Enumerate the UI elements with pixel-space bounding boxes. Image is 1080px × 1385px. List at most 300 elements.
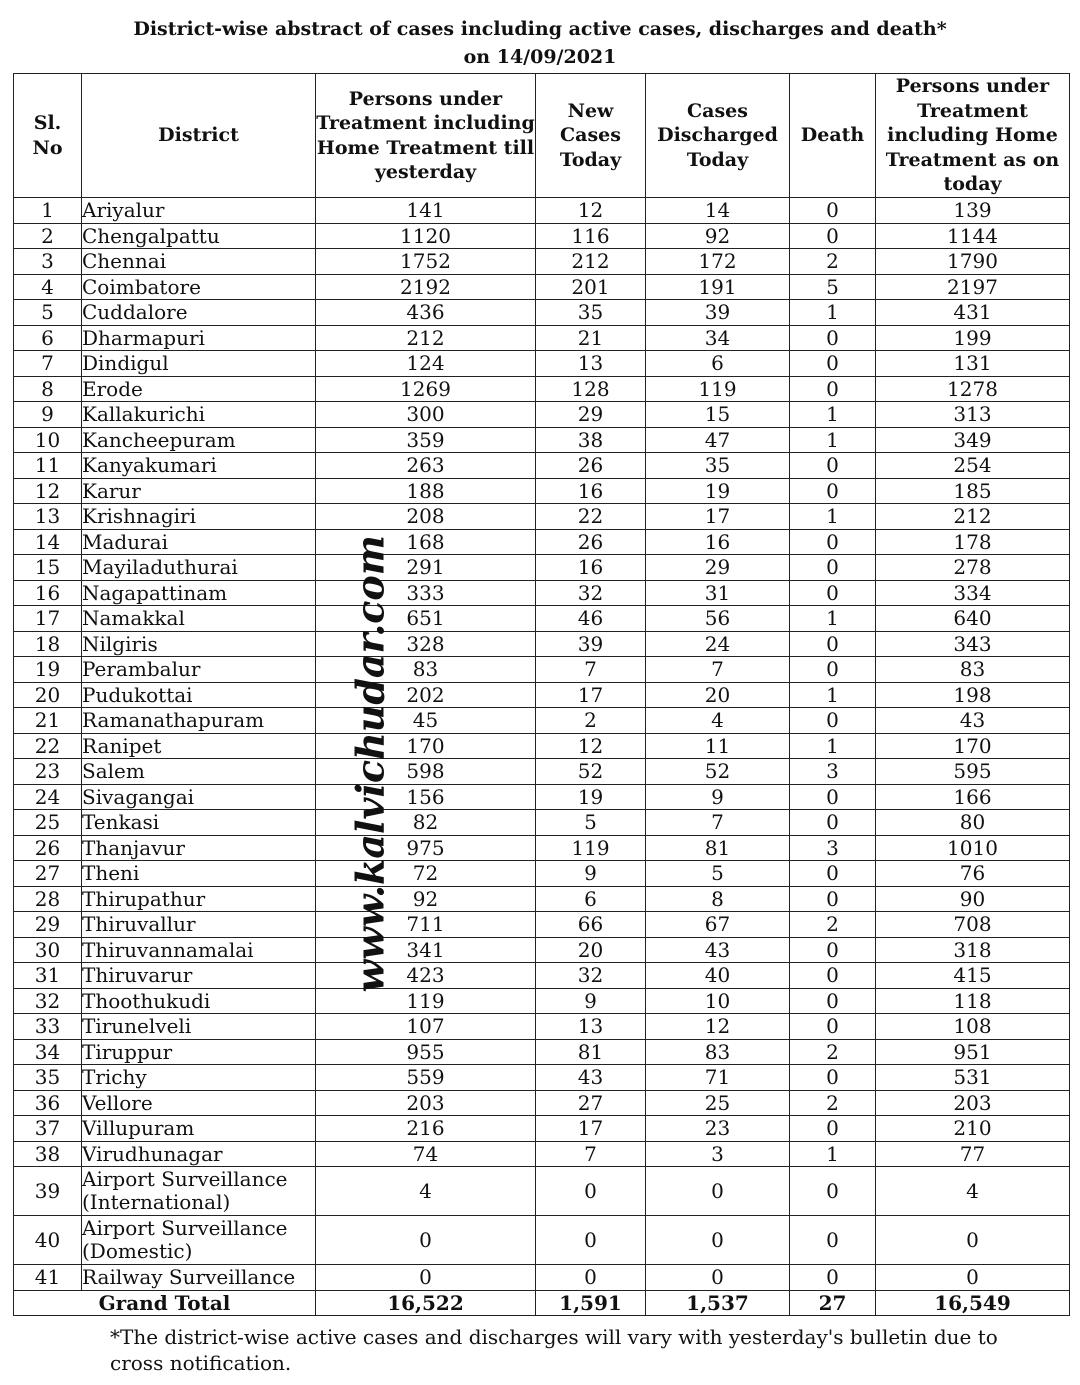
- cell-district: Madurai: [82, 529, 316, 555]
- cell-discharged: 20: [646, 682, 790, 708]
- cell-district: Ranipet: [82, 733, 316, 759]
- cell-under-treatment-yesterday: 0: [316, 1265, 536, 1291]
- cell-discharged: 191: [646, 274, 790, 300]
- cell-new-cases: 12: [536, 733, 646, 759]
- table-row: [14, 1014, 1070, 1040]
- table-body: [14, 198, 1070, 1291]
- cell-death: 0: [790, 886, 876, 912]
- cell-under-treatment-yesterday: 202: [316, 682, 536, 708]
- cell-discharged: 83: [646, 1039, 790, 1065]
- cell-death: 0: [790, 784, 876, 810]
- cell-new-cases: 128: [536, 376, 646, 402]
- cell-under-treatment-yesterday: 83: [316, 657, 536, 683]
- cell-new-cases: 32: [536, 580, 646, 606]
- total-new: 1,591: [536, 1290, 646, 1316]
- cell-sl-no: 23: [14, 759, 82, 785]
- cell-under-treatment-yesterday: 436: [316, 300, 536, 326]
- cell-sl-no: 1: [14, 198, 82, 224]
- table-row: [14, 529, 1070, 555]
- cell-district: Kanyakumari: [82, 453, 316, 479]
- table-row: [14, 1141, 1070, 1167]
- cell-death: 0: [790, 223, 876, 249]
- cell-death: 0: [790, 810, 876, 836]
- cell-death: 0: [790, 1216, 876, 1265]
- cell-death: 2: [790, 1090, 876, 1116]
- cell-discharged: 9: [646, 784, 790, 810]
- cell-under-treatment-yesterday: 82: [316, 810, 536, 836]
- total-discharged: 1,537: [646, 1290, 790, 1316]
- cell-new-cases: 13: [536, 1014, 646, 1040]
- table-row: [14, 606, 1070, 632]
- table-row: [14, 810, 1070, 836]
- cell-new-cases: 26: [536, 453, 646, 479]
- header-under-treatment-today: Persons under Treatment including Home Treatment as on today: [876, 74, 1070, 198]
- cell-death: 0: [790, 1167, 876, 1216]
- cell-sl-no: 36: [14, 1090, 82, 1116]
- cell-discharged: 12: [646, 1014, 790, 1040]
- cell-death: 1: [790, 682, 876, 708]
- cell-under-treatment-today: 1010: [876, 835, 1070, 861]
- cell-death: 1: [790, 402, 876, 428]
- cell-new-cases: 29: [536, 402, 646, 428]
- cell-under-treatment-yesterday: 1752: [316, 249, 536, 275]
- cell-new-cases: 32: [536, 963, 646, 989]
- cell-sl-no: 40: [14, 1216, 82, 1265]
- cell-death: 2: [790, 912, 876, 938]
- cell-new-cases: 39: [536, 631, 646, 657]
- cell-district: Coimbatore: [82, 274, 316, 300]
- cell-discharged: 172: [646, 249, 790, 275]
- cell-district: Thiruvallur: [82, 912, 316, 938]
- cell-district: Pudukottai: [82, 682, 316, 708]
- cell-district: Chennai: [82, 249, 316, 275]
- cell-death: 0: [790, 580, 876, 606]
- cell-discharged: 16: [646, 529, 790, 555]
- cell-new-cases: 119: [536, 835, 646, 861]
- cell-under-treatment-today: 708: [876, 912, 1070, 938]
- cell-sl-no: 14: [14, 529, 82, 555]
- cell-district: Ariyalur: [82, 198, 316, 224]
- cell-new-cases: 116: [536, 223, 646, 249]
- cell-district: Thiruvannamalai: [82, 937, 316, 963]
- cell-under-treatment-yesterday: 975: [316, 835, 536, 861]
- table-row: [14, 759, 1070, 785]
- cell-new-cases: 17: [536, 682, 646, 708]
- table-row: [14, 835, 1070, 861]
- cell-death: 0: [790, 555, 876, 581]
- cell-under-treatment-today: 199: [876, 325, 1070, 351]
- cell-under-treatment-yesterday: 107: [316, 1014, 536, 1040]
- cell-new-cases: 212: [536, 249, 646, 275]
- cell-sl-no: 25: [14, 810, 82, 836]
- cell-district: Tenkasi: [82, 810, 316, 836]
- cell-discharged: 10: [646, 988, 790, 1014]
- cell-under-treatment-yesterday: 124: [316, 351, 536, 377]
- cell-new-cases: 35: [536, 300, 646, 326]
- cell-district: Ramanathapuram: [82, 708, 316, 734]
- cell-sl-no: 4: [14, 274, 82, 300]
- cell-new-cases: 13: [536, 351, 646, 377]
- table-row: [14, 1265, 1070, 1291]
- cell-under-treatment-yesterday: 212: [316, 325, 536, 351]
- cell-under-treatment-yesterday: 119: [316, 988, 536, 1014]
- cell-district: Mayiladuthurai: [82, 555, 316, 581]
- cell-discharged: 11: [646, 733, 790, 759]
- cell-new-cases: 81: [536, 1039, 646, 1065]
- table-row: [14, 376, 1070, 402]
- cell-discharged: 119: [646, 376, 790, 402]
- cell-under-treatment-yesterday: 208: [316, 504, 536, 530]
- cell-new-cases: 26: [536, 529, 646, 555]
- cell-death: 0: [790, 529, 876, 555]
- cell-death: 2: [790, 249, 876, 275]
- cell-discharged: 35: [646, 453, 790, 479]
- cell-sl-no: 33: [14, 1014, 82, 1040]
- cell-discharged: 0: [646, 1216, 790, 1265]
- cell-death: 0: [790, 988, 876, 1014]
- cell-under-treatment-yesterday: 291: [316, 555, 536, 581]
- cell-new-cases: 9: [536, 988, 646, 1014]
- cell-under-treatment-today: 415: [876, 963, 1070, 989]
- cell-district: Thirupathur: [82, 886, 316, 912]
- cell-district: Karur: [82, 478, 316, 504]
- table-row: [14, 631, 1070, 657]
- table-row: [14, 988, 1070, 1014]
- table-row: [14, 1090, 1070, 1116]
- cell-new-cases: 2: [536, 708, 646, 734]
- cell-under-treatment-yesterday: 423: [316, 963, 536, 989]
- cell-under-treatment-today: 0: [876, 1265, 1070, 1291]
- cell-death: 0: [790, 657, 876, 683]
- cell-under-treatment-today: 90: [876, 886, 1070, 912]
- cell-under-treatment-today: 108: [876, 1014, 1070, 1040]
- cell-discharged: 81: [646, 835, 790, 861]
- cell-under-treatment-yesterday: 300: [316, 402, 536, 428]
- cell-death: 0: [790, 631, 876, 657]
- cell-discharged: 24: [646, 631, 790, 657]
- cell-district: Nagapattinam: [82, 580, 316, 606]
- cell-sl-no: 12: [14, 478, 82, 504]
- cell-sl-no: 39: [14, 1167, 82, 1216]
- cell-discharged: 56: [646, 606, 790, 632]
- cell-new-cases: 16: [536, 555, 646, 581]
- cell-district: Perambalur: [82, 657, 316, 683]
- cell-new-cases: 0: [536, 1216, 646, 1265]
- cell-sl-no: 15: [14, 555, 82, 581]
- cell-discharged: 0: [646, 1167, 790, 1216]
- cell-under-treatment-yesterday: 328: [316, 631, 536, 657]
- cell-district: Dharmapuri: [82, 325, 316, 351]
- cell-district: Thiruvarur: [82, 963, 316, 989]
- cell-new-cases: 16: [536, 478, 646, 504]
- cell-under-treatment-yesterday: 216: [316, 1116, 536, 1142]
- cell-district: Kallakurichi: [82, 402, 316, 428]
- cell-discharged: 3: [646, 1141, 790, 1167]
- cell-under-treatment-yesterday: 341: [316, 937, 536, 963]
- cell-sl-no: 6: [14, 325, 82, 351]
- table-row: [14, 580, 1070, 606]
- cell-under-treatment-today: 198: [876, 682, 1070, 708]
- table-row: [14, 198, 1070, 224]
- cell-new-cases: 46: [536, 606, 646, 632]
- cell-district: Airport Surveillance (International): [82, 1167, 316, 1216]
- cell-sl-no: 2: [14, 223, 82, 249]
- table-row: [14, 657, 1070, 683]
- cell-discharged: 19: [646, 478, 790, 504]
- table-row: [14, 1216, 1070, 1265]
- cell-sl-no: 17: [14, 606, 82, 632]
- cell-district: Chengalpattu: [82, 223, 316, 249]
- cell-death: 0: [790, 1265, 876, 1291]
- cell-district: Virudhunagar: [82, 1141, 316, 1167]
- cell-under-treatment-yesterday: 651: [316, 606, 536, 632]
- cell-death: 1: [790, 427, 876, 453]
- cell-under-treatment-yesterday: 0: [316, 1216, 536, 1265]
- cell-under-treatment-today: 131: [876, 351, 1070, 377]
- cell-sl-no: 3: [14, 249, 82, 275]
- cell-new-cases: 43: [536, 1065, 646, 1091]
- cell-sl-no: 41: [14, 1265, 82, 1291]
- cell-discharged: 6: [646, 351, 790, 377]
- cell-death: 0: [790, 478, 876, 504]
- cell-discharged: 14: [646, 198, 790, 224]
- cell-under-treatment-yesterday: 188: [316, 478, 536, 504]
- cell-discharged: 29: [646, 555, 790, 581]
- table-row: [14, 963, 1070, 989]
- cell-under-treatment-today: 185: [876, 478, 1070, 504]
- cell-death: 0: [790, 861, 876, 887]
- cell-sl-no: 7: [14, 351, 82, 377]
- cell-sl-no: 20: [14, 682, 82, 708]
- cell-sl-no: 9: [14, 402, 82, 428]
- cell-under-treatment-today: 166: [876, 784, 1070, 810]
- cell-new-cases: 7: [536, 657, 646, 683]
- cell-death: 0: [790, 198, 876, 224]
- cell-discharged: 4: [646, 708, 790, 734]
- cell-new-cases: 27: [536, 1090, 646, 1116]
- cell-discharged: 25: [646, 1090, 790, 1116]
- cell-sl-no: 37: [14, 1116, 82, 1142]
- cell-under-treatment-today: 178: [876, 529, 1070, 555]
- cell-sl-no: 18: [14, 631, 82, 657]
- cell-new-cases: 0: [536, 1265, 646, 1291]
- cell-discharged: 34: [646, 325, 790, 351]
- cell-discharged: 7: [646, 657, 790, 683]
- table-row: [14, 1065, 1070, 1091]
- cell-new-cases: 7: [536, 1141, 646, 1167]
- cell-death: 1: [790, 504, 876, 530]
- table-row: [14, 733, 1070, 759]
- cell-discharged: 39: [646, 300, 790, 326]
- table-row: [14, 427, 1070, 453]
- cell-under-treatment-today: 343: [876, 631, 1070, 657]
- cell-new-cases: 17: [536, 1116, 646, 1142]
- cell-death: 2: [790, 1039, 876, 1065]
- table-row: [14, 274, 1070, 300]
- total-death: 27: [790, 1290, 876, 1316]
- cell-under-treatment-yesterday: 1120: [316, 223, 536, 249]
- cell-new-cases: 6: [536, 886, 646, 912]
- grand-total-row: [14, 1290, 1070, 1316]
- cell-under-treatment-today: 1144: [876, 223, 1070, 249]
- cell-under-treatment-today: 77: [876, 1141, 1070, 1167]
- cell-sl-no: 26: [14, 835, 82, 861]
- grand-total-label: Grand Total: [14, 1290, 316, 1316]
- cell-new-cases: 38: [536, 427, 646, 453]
- cell-under-treatment-yesterday: 4: [316, 1167, 536, 1216]
- table-row: [14, 555, 1070, 581]
- cell-discharged: 40: [646, 963, 790, 989]
- cell-district: Kancheepuram: [82, 427, 316, 453]
- cell-district: Salem: [82, 759, 316, 785]
- cell-district: Nilgiris: [82, 631, 316, 657]
- cell-death: 0: [790, 376, 876, 402]
- cell-death: 0: [790, 351, 876, 377]
- table-row: [14, 325, 1070, 351]
- table-row: [14, 351, 1070, 377]
- cell-under-treatment-today: 254: [876, 453, 1070, 479]
- cell-sl-no: 22: [14, 733, 82, 759]
- cell-under-treatment-today: 640: [876, 606, 1070, 632]
- table-row: [14, 453, 1070, 479]
- cell-sl-no: 29: [14, 912, 82, 938]
- cell-discharged: 0: [646, 1265, 790, 1291]
- cell-under-treatment-today: 595: [876, 759, 1070, 785]
- cell-under-treatment-yesterday: 203: [316, 1090, 536, 1116]
- cell-sl-no: 28: [14, 886, 82, 912]
- cell-under-treatment-yesterday: 170: [316, 733, 536, 759]
- cell-discharged: 92: [646, 223, 790, 249]
- cell-sl-no: 34: [14, 1039, 82, 1065]
- cell-sl-no: 13: [14, 504, 82, 530]
- cell-district: Krishnagiri: [82, 504, 316, 530]
- cell-sl-no: 19: [14, 657, 82, 683]
- cell-sl-no: 31: [14, 963, 82, 989]
- cell-discharged: 23: [646, 1116, 790, 1142]
- cell-under-treatment-today: 83: [876, 657, 1070, 683]
- cell-district: Tiruppur: [82, 1039, 316, 1065]
- cell-sl-no: 27: [14, 861, 82, 887]
- cell-under-treatment-yesterday: 263: [316, 453, 536, 479]
- table-row: [14, 1116, 1070, 1142]
- table-row: [14, 937, 1070, 963]
- cell-district: Dindigul: [82, 351, 316, 377]
- header-new-cases: New Cases Today: [536, 74, 646, 198]
- header-district: District: [82, 74, 316, 198]
- cell-sl-no: 32: [14, 988, 82, 1014]
- cell-under-treatment-yesterday: 559: [316, 1065, 536, 1091]
- cell-sl-no: 30: [14, 937, 82, 963]
- cell-new-cases: 201: [536, 274, 646, 300]
- cell-under-treatment-yesterday: 359: [316, 427, 536, 453]
- cell-district: Thanjavur: [82, 835, 316, 861]
- cell-sl-no: 16: [14, 580, 82, 606]
- cell-sl-no: 35: [14, 1065, 82, 1091]
- table-row: [14, 682, 1070, 708]
- table-row: [14, 249, 1070, 275]
- cell-sl-no: 10: [14, 427, 82, 453]
- cell-under-treatment-today: 43: [876, 708, 1070, 734]
- cell-discharged: 17: [646, 504, 790, 530]
- cell-death: 0: [790, 963, 876, 989]
- cell-district: Theni: [82, 861, 316, 887]
- cell-discharged: 5: [646, 861, 790, 887]
- cell-new-cases: 20: [536, 937, 646, 963]
- total-yesterday: 16,522: [316, 1290, 536, 1316]
- cell-under-treatment-yesterday: 72: [316, 861, 536, 887]
- cell-new-cases: 21: [536, 325, 646, 351]
- cell-new-cases: 19: [536, 784, 646, 810]
- cell-district: Thoothukudi: [82, 988, 316, 1014]
- document-date: on 14/09/2021: [463, 46, 617, 68]
- cell-under-treatment-today: 531: [876, 1065, 1070, 1091]
- cell-new-cases: 12: [536, 198, 646, 224]
- table-row: [14, 886, 1070, 912]
- cell-under-treatment-today: 951: [876, 1039, 1070, 1065]
- cell-district: Railway Surveillance: [82, 1265, 316, 1291]
- total-today: 16,549: [876, 1290, 1070, 1316]
- cell-district: Sivagangai: [82, 784, 316, 810]
- cell-district: Erode: [82, 376, 316, 402]
- cell-death: 0: [790, 1065, 876, 1091]
- cell-under-treatment-today: 1278: [876, 376, 1070, 402]
- cell-under-treatment-yesterday: 74: [316, 1141, 536, 1167]
- cell-death: 5: [790, 274, 876, 300]
- table-row: [14, 504, 1070, 530]
- cell-sl-no: 8: [14, 376, 82, 402]
- cell-sl-no: 5: [14, 300, 82, 326]
- cell-under-treatment-today: 2197: [876, 274, 1070, 300]
- cell-under-treatment-today: 313: [876, 402, 1070, 428]
- cell-death: 0: [790, 325, 876, 351]
- cell-sl-no: 38: [14, 1141, 82, 1167]
- cell-death: 1: [790, 300, 876, 326]
- cell-under-treatment-today: 278: [876, 555, 1070, 581]
- cell-discharged: 52: [646, 759, 790, 785]
- cell-district: Vellore: [82, 1090, 316, 1116]
- table-row: [14, 861, 1070, 887]
- cell-sl-no: 21: [14, 708, 82, 734]
- cell-sl-no: 11: [14, 453, 82, 479]
- table-row: [14, 1167, 1070, 1216]
- cell-under-treatment-today: 4: [876, 1167, 1070, 1216]
- cell-under-treatment-today: 210: [876, 1116, 1070, 1142]
- table-row: [14, 478, 1070, 504]
- cell-under-treatment-yesterday: 955: [316, 1039, 536, 1065]
- cell-under-treatment-yesterday: 2192: [316, 274, 536, 300]
- cell-under-treatment-today: 1790: [876, 249, 1070, 275]
- cell-under-treatment-yesterday: 1269: [316, 376, 536, 402]
- table-row: [14, 1039, 1070, 1065]
- cell-under-treatment-yesterday: 598: [316, 759, 536, 785]
- cell-under-treatment-today: 431: [876, 300, 1070, 326]
- cell-under-treatment-today: 349: [876, 427, 1070, 453]
- cell-under-treatment-yesterday: 156: [316, 784, 536, 810]
- cell-under-treatment-yesterday: 711: [316, 912, 536, 938]
- cell-under-treatment-yesterday: 168: [316, 529, 536, 555]
- cell-new-cases: 22: [536, 504, 646, 530]
- cell-under-treatment-today: 170: [876, 733, 1070, 759]
- cell-new-cases: 0: [536, 1167, 646, 1216]
- district-abstract-table: [13, 73, 1070, 1316]
- header-sl-no: Sl. No: [14, 74, 82, 198]
- cell-under-treatment-today: 76: [876, 861, 1070, 887]
- table-header-row: [14, 74, 1070, 198]
- header-discharged: Cases Discharged Today: [646, 74, 790, 198]
- cell-new-cases: 52: [536, 759, 646, 785]
- cell-discharged: 71: [646, 1065, 790, 1091]
- cell-death: 1: [790, 733, 876, 759]
